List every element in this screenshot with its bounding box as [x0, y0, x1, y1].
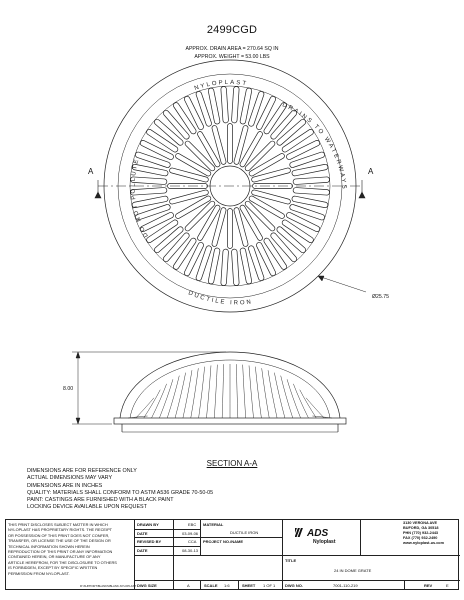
disclaimer-line: OR POSSESSION OF THIS PRINT DOES NOT CONFER, [8, 532, 110, 538]
dome-rib [136, 398, 154, 418]
dwg-no-value: 7001-110-219 [333, 583, 358, 588]
height-dimension [72, 352, 226, 424]
dome-rib [281, 376, 293, 418]
grate-slot [185, 141, 215, 171]
grate-slot [140, 140, 173, 159]
grate-slot [286, 140, 319, 159]
grate-slot [286, 212, 319, 231]
drawing-notes [27, 468, 213, 512]
ads-logo [295, 525, 359, 545]
grate-slot [252, 168, 291, 182]
rev-label: REV [424, 583, 433, 588]
grate-slot [232, 249, 240, 285]
dome-rib [236, 364, 238, 418]
note-line: DIMENSIONS ARE FOR REFERENCE ONLY [27, 468, 137, 474]
scale-label: SCALE [204, 583, 218, 588]
drawing-title: 2499CGD [206, 24, 258, 36]
revised-date-value: 08-30-13 [182, 548, 199, 553]
dome-rib [306, 398, 324, 418]
rim-text-right: DRAINS TO WATERWAYS [281, 102, 347, 191]
section-marker-right: A [368, 167, 374, 176]
address-line: 3130 VERONA AVE [403, 521, 438, 525]
dome-rib [262, 368, 270, 418]
dome-rib [183, 370, 192, 418]
grate-slot [228, 209, 233, 249]
disclaimer-line: THIS PRINT DISCLOSES SUBJECT MATTER IN WHICH [8, 522, 108, 527]
dome-rib [255, 367, 261, 418]
dwg-size-label: DWG SIZE [137, 583, 157, 588]
sheet-value: 1 OF 1 [263, 583, 276, 588]
dome-rib [300, 390, 317, 418]
note-line: DIMENSIONS ARE IN INCHES [27, 482, 103, 489]
dome-rib [191, 368, 199, 418]
section-a-a-label: SECTION A-A [206, 459, 258, 468]
dome-rib [243, 365, 246, 418]
dome-rib [206, 365, 211, 418]
diameter-leader [318, 276, 366, 292]
rim-text-left: DO NOT POLLUTE [130, 157, 150, 239]
dome-rib [167, 376, 179, 418]
proprietary-disclaimer [8, 522, 133, 576]
grate-slot [221, 249, 229, 285]
disclaimer-line: IS FORBIDDEN, EXCEPT BY SPECIFIC WRITTEN [8, 565, 98, 571]
drawn-by-label: DRAWN BY [137, 522, 159, 527]
sheet-label: SHEET [242, 583, 256, 588]
company-address [403, 521, 444, 546]
grate-slot [221, 86, 229, 122]
grate-slot [228, 124, 233, 164]
drawn-date-value: 03-09-06 [182, 531, 199, 536]
note-line: ACTUAL DIMENSIONS MAY VARY [27, 475, 113, 482]
grate-slot [184, 242, 203, 275]
svg-text:Nyloplast: Nyloplast [313, 539, 336, 545]
material-label: MATERIAL [203, 522, 224, 527]
revised-date-label: DATE [137, 548, 148, 553]
grate-slot [170, 168, 209, 182]
dome-ribs [128, 364, 332, 418]
disclaimer-line: TECHNICAL INFORMATION SHOWN HEREIN [8, 543, 90, 549]
disclaimer-line: CONTAINED HEREIN, OR MANUFACTURE OF ANY [8, 554, 101, 560]
rim-text-top: NYLOPLAST [193, 79, 249, 92]
grate-slot [293, 188, 329, 196]
project-label: PROJECT NO./NAME [203, 539, 244, 544]
note-line: QUALITY: MATERIALS SHALL CONFORM TO ASTM A536 GRADE 70-50-05 [27, 489, 214, 496]
grate-slot [256, 96, 275, 129]
rev-value: E [446, 583, 449, 588]
dome-rib [249, 365, 254, 418]
grate-slot [234, 126, 248, 165]
drain-area-text: APPROX. DRAIN AREA = 270.64 SQ IN [185, 46, 279, 52]
title-label: TITLE [285, 558, 297, 563]
file-reference: R:\SUPPORT\BLANKS\BLANK-NYLOPLAST [80, 584, 137, 588]
section-marker-left: A [88, 167, 94, 176]
diameter-label: Ø25.75 [372, 294, 390, 300]
dome-rib [274, 373, 285, 418]
grate-slot [245, 141, 275, 171]
grate-slot [212, 208, 226, 247]
weight-text: APPROX. WEIGHT = 53.00 LBS [194, 54, 270, 60]
date-label: DATE [137, 531, 148, 536]
dwg-size-value: A [187, 583, 190, 588]
dome-rib [175, 373, 186, 418]
dome-rib [152, 384, 167, 418]
grate-slot [184, 96, 203, 129]
revised-by-label: REVISED BY [137, 539, 162, 544]
title-block [5, 519, 459, 590]
dome-rib [214, 365, 217, 418]
grate-slot [170, 190, 209, 204]
disclaimer-line: REPRODUCTION OF THIS PRINT OR ANY INFORMATION [8, 549, 113, 555]
grate-slot [234, 208, 248, 247]
address-line: BUFORD, GA 30518 [403, 525, 439, 530]
grate-slot [293, 177, 329, 185]
disclaimer-line: TRANSFER, OR LICENSE THE USE OF THE DESIGN OR [8, 538, 111, 544]
dome-rib [268, 370, 277, 418]
height-label: 8.00 [63, 386, 74, 392]
disclaimer-line: NYLOPLAST HAS PROPRIETARY RIGHTS. THE RECEIPT [8, 527, 113, 533]
dwg-no-label: DWG NO. [285, 583, 303, 588]
dome-rib [222, 364, 224, 418]
grate-slot [185, 201, 215, 231]
address-line: FAX (770) 932-2490 [403, 535, 438, 540]
grate-slot [232, 86, 240, 122]
revised-by-value: CCA [188, 539, 197, 544]
disclaimer-line: PERMISSION FROM NYLOPLAST. [8, 570, 70, 576]
grate-slot [212, 126, 226, 165]
grate-slot [256, 242, 275, 275]
grate-slot [252, 190, 291, 204]
note-line: LOCKING DEVICE AVAILABLE UPON REQUEST [27, 504, 147, 511]
dome-rib [293, 384, 308, 418]
dome-rib [199, 367, 205, 418]
title-value: 24 IN DOME GRATE [334, 568, 372, 573]
svg-text:ADS: ADS [307, 528, 329, 539]
rim-text-bottom: DUCTILE IRON [187, 290, 254, 307]
material-value: DUCTILE IRON [230, 530, 259, 535]
scale-value: 1:6 [224, 583, 230, 588]
flange [114, 418, 346, 424]
dome-rib [144, 390, 161, 418]
grate-slot [245, 201, 275, 231]
section-view [114, 352, 346, 432]
disclaimer-line: ARTICLE HEREFROM, FOR THE DISCLOSURE TO OTHERS [8, 559, 117, 565]
drawn-by-value: EBC [188, 522, 197, 527]
note-line: PAINT: CASTINGS ARE FURNISHED WITH A BLACK PAINT [27, 497, 174, 504]
address-line: PHN (770) 932-2443 [403, 530, 439, 535]
address-line: www.nyloplast-us.com [403, 540, 444, 545]
